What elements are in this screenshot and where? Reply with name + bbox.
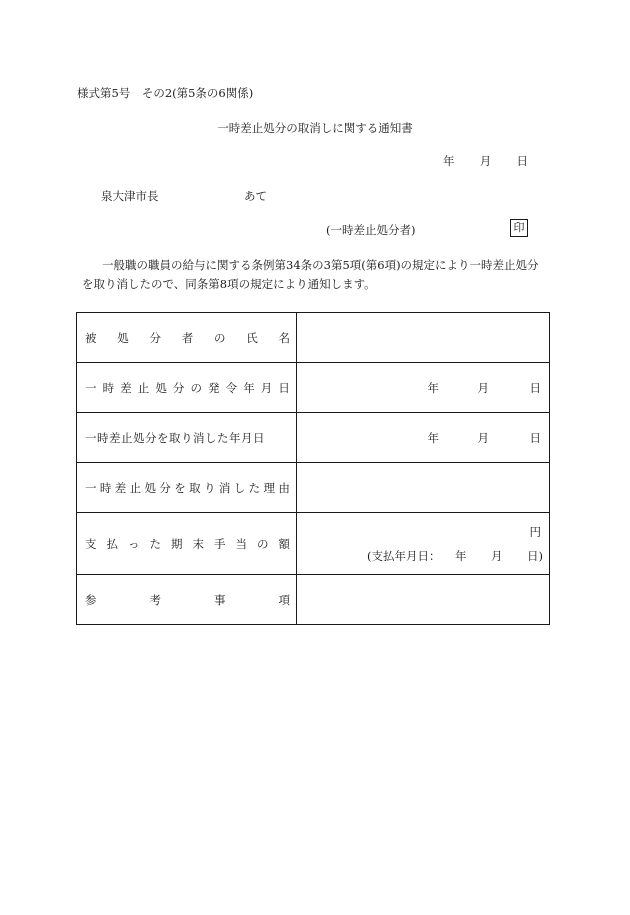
label-cancel-reason: 一 時 差 止 処 分 を 取 り 消 し た 理 由	[77, 463, 297, 513]
document-title: 一時差止処分の取消しに関する通知書	[217, 121, 413, 135]
label-disposed-name: 被 処 分 者 の 氏 名	[77, 313, 297, 363]
value-disposed-name[interactable]	[297, 313, 550, 363]
notice-body-line-1: 一般職の職員の給与に関する条例第34条の3第5項(第6項)の規定により一時差止処分	[102, 258, 539, 272]
sender-label: (一時差止処分者)	[326, 223, 416, 237]
table-row-remarks	[77, 575, 550, 625]
addressee-suffix: あて	[244, 189, 267, 203]
table-row-reason	[77, 463, 550, 513]
table-row-bonus	[77, 513, 550, 575]
label-issue-date: 一 時 差 止 処 分 の 発 令 年 月 日	[77, 363, 297, 413]
table-row-issue-date	[77, 363, 550, 413]
value-cancel-date[interactable]: 年 月 日	[297, 413, 550, 463]
issue-date-day: 日	[516, 154, 528, 168]
label-remarks: 参 考 事 項	[77, 575, 297, 625]
issue-date-month: 月	[479, 154, 492, 168]
amount-unit: 円	[529, 524, 541, 539]
label-bonus-amount: 支 払 っ た 期 末 手 当 の 額	[77, 513, 297, 575]
notice-body	[82, 256, 562, 294]
seal-box: 印	[510, 219, 528, 237]
issue-date	[443, 154, 528, 168]
table-row-name	[77, 313, 550, 363]
value-remarks[interactable]	[297, 575, 550, 625]
value-issue-date[interactable]: 年 月 日	[297, 363, 550, 413]
notice-table	[76, 312, 550, 625]
issue-date-year: 年	[443, 154, 455, 168]
value-cancel-reason[interactable]	[297, 463, 550, 513]
label-cancel-date: 一時差止処分を取り消した年月日	[77, 413, 297, 463]
addressee-name: 泉大津市長	[101, 189, 159, 203]
table-row-cancel-date	[77, 413, 550, 463]
notice-body-line-2: を取り消したので、同条第8項の規定により通知します。	[82, 277, 376, 291]
form-number: 様式第5号 その2(第5条の6関係)	[77, 86, 254, 100]
payment-date: (支払年月日： 年 月 日)	[367, 548, 543, 563]
value-bonus-amount[interactable]	[297, 513, 550, 575]
